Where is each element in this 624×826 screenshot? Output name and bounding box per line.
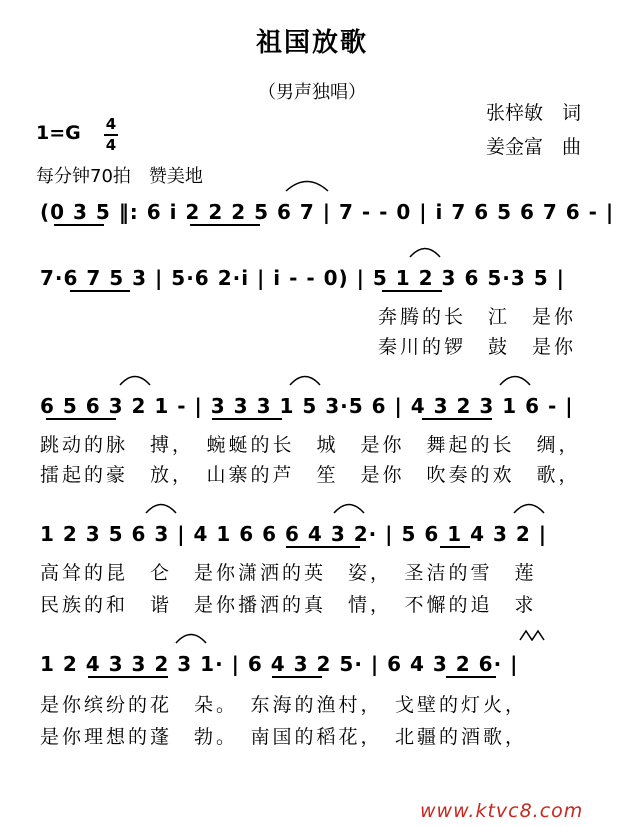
slur-arc — [498, 372, 532, 386]
beam-underline — [422, 418, 492, 420]
lyricist-credit: 张梓敏 词 — [486, 102, 582, 124]
slur-arc — [332, 500, 366, 514]
beam-underline — [440, 546, 470, 548]
score-row-4 — [40, 514, 585, 554]
key-signature: 1=G — [36, 122, 81, 144]
score-row-2 — [40, 258, 585, 298]
lyric-verse-1: 跳动的脉 搏， 蜿蜒的长 城 是你 舞起的长 绸， — [40, 434, 581, 456]
trill-mark — [518, 628, 548, 644]
slur-arc — [144, 500, 178, 514]
beam-underline — [46, 418, 116, 420]
composer-credit: 姜金富 曲 — [486, 136, 582, 158]
slur-arc — [288, 372, 322, 386]
beam-underline — [286, 546, 360, 548]
notation-line: 7·6 7 5 3 | 5·6 2·i | i - - 0) | 5 1 2 3 6 5·3 5 | — [40, 266, 565, 290]
notation-line: 1 2 3 5 6 3 | 4 1 6 6 6 4 3 2· | 5 6 1 4 3 2 | — [40, 522, 548, 546]
song-title: 祖国放歌 — [255, 28, 368, 58]
lyric-verse-1: 高耸的昆 仑 是你潇洒的英 姿， 圣洁的雪 莲 — [40, 562, 537, 584]
lyric-verse-2: 秦川的锣 鼓 是你 — [378, 336, 577, 358]
slur-arc — [512, 500, 546, 514]
song-subtitle: （男声独唱） — [258, 82, 366, 103]
beam-underline — [70, 290, 130, 292]
beam-underline — [54, 224, 104, 226]
notation-line: 6 5 6 3 2 1 - | 3 3 3 1 5 3·5 6 | 4 3 2 3 1 6 - | — [40, 394, 574, 418]
beam-underline — [446, 676, 496, 678]
score-row-3 — [40, 386, 585, 426]
score-row-5 — [40, 644, 585, 684]
beam-underline — [190, 224, 260, 226]
beam-underline — [88, 676, 168, 678]
site-watermark: www.ktvc8.com — [420, 800, 584, 822]
lyric-verse-1: 是你缤纷的花 朵。 东海的渔村， 戈壁的灯火， — [40, 694, 528, 716]
beam-underline — [212, 418, 282, 420]
slur-arc — [284, 178, 330, 192]
score-row-1 — [40, 192, 615, 232]
time-signature-bottom: 4 — [105, 136, 117, 154]
beam-underline — [382, 290, 442, 292]
lyric-verse-2: 擂起的豪 放， 山寨的芦 笙 是你 吹奏的欢 歌， — [40, 464, 581, 486]
slur-arc — [118, 372, 152, 386]
time-signature — [104, 116, 118, 154]
slur-arc — [408, 244, 442, 258]
time-signature-top: 4 — [105, 115, 117, 133]
beam-underline — [272, 676, 322, 678]
notation-line: 1 2 4 3 3 2 3 1· | 6 4 3 2 5· | 6 4 3 2 6· | — [40, 652, 519, 676]
lyric-verse-2: 是你理想的蓬 勃。 南国的稻花， 北疆的酒歌， — [40, 726, 528, 748]
lyric-verse-1: 奔腾的长 江 是你 — [378, 306, 577, 328]
notation-line: (0 3 5 ‖: 6 i 2 2 2 5 6 7 | 7 - - 0 | i 7 6 5 6 7 6 - | — [40, 200, 615, 224]
tempo-marking: 每分钟70拍 赞美地 — [36, 166, 203, 187]
slur-arc — [174, 630, 208, 644]
lyric-verse-2: 民族的和 谐 是你播洒的真 情， 不懈的追 求 — [40, 594, 537, 616]
